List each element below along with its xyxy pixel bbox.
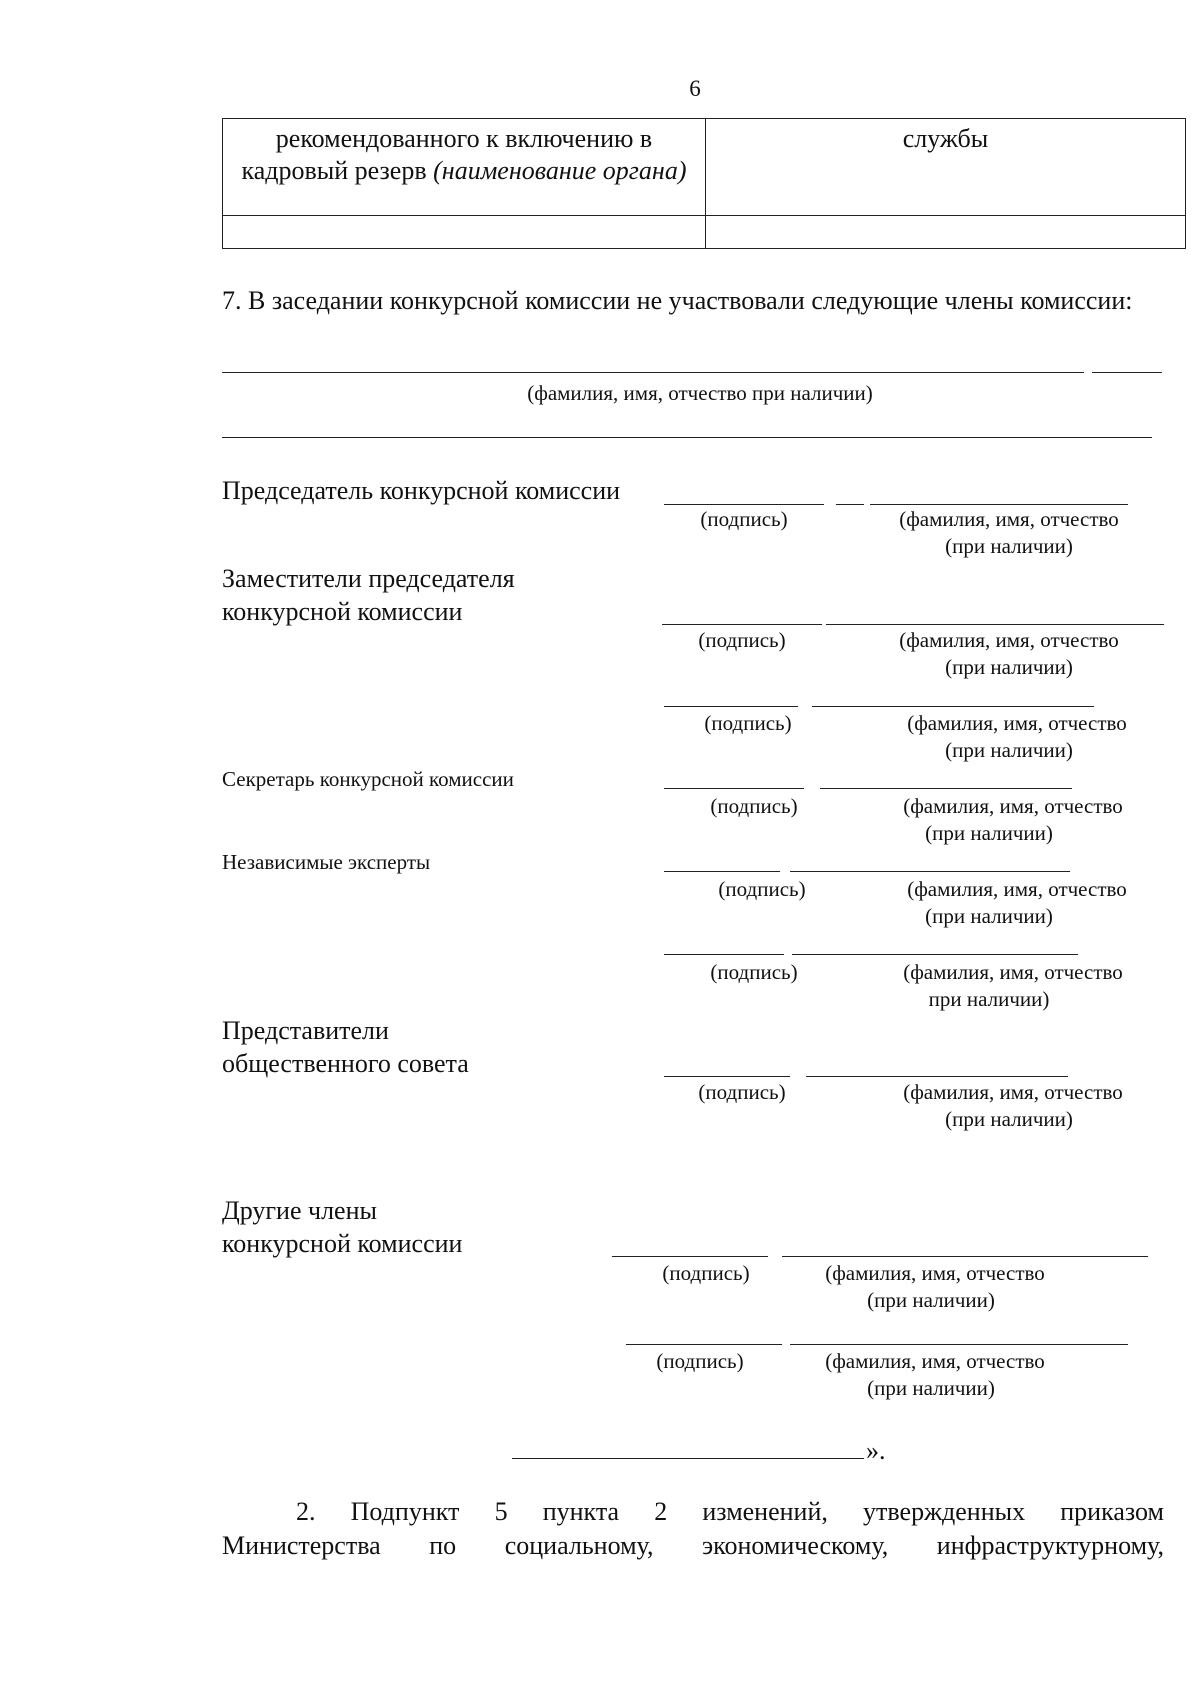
table-row-empty xyxy=(223,216,1186,249)
public-council-label-line2: общественного совета xyxy=(222,1049,469,1078)
fio-line xyxy=(782,1256,1148,1257)
signature-caption: (подпись) xyxy=(662,1261,750,1285)
reserve-table xyxy=(222,118,1186,249)
closing-quote: ». xyxy=(866,1436,886,1465)
section-2-word: Подпункт xyxy=(350,1497,460,1526)
table-cell-empty xyxy=(223,216,706,249)
section-2-word: утвержденных xyxy=(863,1497,1026,1526)
fio-caption-2: (при наличии) xyxy=(945,655,1073,679)
signature-line xyxy=(664,1076,790,1077)
fio-caption: (фамилия, имя, отчество xyxy=(903,794,1123,818)
signature-caption: (подпись) xyxy=(656,1349,744,1373)
absent-members-line-2 xyxy=(222,437,1152,438)
page-number: 6 xyxy=(689,76,701,101)
fio-line xyxy=(790,1344,1128,1345)
fio-caption-2: (при наличии) xyxy=(945,738,1073,762)
signature-caption: (подпись) xyxy=(704,711,792,735)
fio-caption: (фамилия, имя, отчество xyxy=(825,1261,1045,1285)
signature-caption: (подпись) xyxy=(718,877,806,901)
section-2-word: изменений, xyxy=(702,1497,828,1526)
fio-line xyxy=(790,871,1070,872)
fio-caption: (фамилия, имя, отчество xyxy=(903,960,1123,984)
secretary-label: Секретарь конкурсной комиссии xyxy=(222,767,514,791)
section-2-word: социальному, xyxy=(504,1531,654,1560)
experts-label: Независимые эксперты xyxy=(222,850,431,874)
fio-caption: (фамилия, имя, отчество xyxy=(825,1349,1045,1373)
deputies-label-line2: конкурсной комиссии xyxy=(222,597,463,626)
fio-caption-2: при наличии) xyxy=(928,987,1050,1011)
fio-line xyxy=(812,706,1094,707)
table-cell-service: службы xyxy=(706,119,1186,216)
signature-line xyxy=(664,871,780,872)
signature-line xyxy=(664,706,798,707)
signature-line xyxy=(612,1256,768,1257)
signature-line xyxy=(664,504,824,505)
signature-caption: (подпись) xyxy=(710,960,798,984)
fio-line xyxy=(870,504,1128,505)
fio-caption-2: (при наличии) xyxy=(945,534,1073,558)
signature-caption: (подпись) xyxy=(710,794,798,818)
absent-members-caption: (фамилия, имя, отчество при наличии) xyxy=(527,381,873,405)
section-2-word: экономическому, xyxy=(702,1531,889,1560)
deputies-label-line1: Заместители председателя xyxy=(222,564,515,593)
section-2-word: инфраструктурному, xyxy=(936,1531,1164,1560)
signature-caption: (подпись) xyxy=(698,628,786,652)
section-7-text: 7. В заседании конкурсной комиссии не участвовали следующие члены комиссии: xyxy=(222,286,1133,315)
fio-caption: (фамилия, имя, отчество xyxy=(899,628,1119,652)
fio-line xyxy=(826,624,1164,625)
signature-line xyxy=(664,788,804,789)
section-2-word: Министерства xyxy=(222,1531,381,1560)
line-dash xyxy=(836,504,864,505)
fio-line xyxy=(792,954,1078,955)
section-2-word: приказом xyxy=(1060,1497,1164,1526)
table-cell-empty xyxy=(706,216,1186,249)
fio-caption-2: (при наличии) xyxy=(925,904,1053,928)
cell-italic-text: (наименование органа) xyxy=(433,156,687,185)
fio-caption: (фамилия, имя, отчество xyxy=(907,877,1127,901)
fio-caption: (фамилия, имя, отчество xyxy=(903,1080,1123,1104)
chairman-label: Председатель конкурсной комиссии xyxy=(222,476,621,505)
fio-caption: (фамилия, имя, отчество xyxy=(899,507,1119,531)
fio-caption-2: (при наличии) xyxy=(945,1107,1073,1131)
section-2-word: пункта xyxy=(542,1497,620,1526)
section-2-line-2 xyxy=(222,1529,1164,1563)
table-row xyxy=(223,119,1186,216)
signature-caption: (подпись) xyxy=(698,1080,786,1104)
fio-line xyxy=(820,788,1072,789)
absent-members-line-tail xyxy=(1092,372,1162,373)
public-council-label-line1: Представители xyxy=(222,1016,389,1045)
signature-caption: (подпись) xyxy=(700,507,788,531)
absent-members-line xyxy=(222,372,1084,373)
signature-line xyxy=(664,954,784,955)
cell-text: рекомендованного к включению в кадровый резерв xyxy=(241,124,653,185)
table-cell-body-name xyxy=(223,119,706,216)
fio-caption-2: (при наличии) xyxy=(925,821,1053,845)
other-members-label-line1: Другие члены xyxy=(222,1196,377,1225)
section-2-word: 5 xyxy=(494,1497,508,1526)
section-2-word: 2. xyxy=(296,1497,316,1526)
other-members-label-line2: конкурсной комиссии xyxy=(222,1229,463,1258)
fio-caption-2: (при наличии) xyxy=(867,1376,995,1400)
fio-caption-2: (при наличии) xyxy=(867,1288,995,1312)
section-2-line-1 xyxy=(222,1495,1164,1529)
signature-line xyxy=(626,1344,782,1345)
fio-caption: (фамилия, имя, отчество xyxy=(907,711,1127,735)
section-2-word: 2 xyxy=(654,1497,668,1526)
fio-line xyxy=(806,1076,1068,1077)
closing-line xyxy=(512,1458,864,1459)
section-2-word: по xyxy=(429,1531,457,1560)
section-2-text xyxy=(222,1495,1164,1563)
signature-line xyxy=(662,624,822,625)
